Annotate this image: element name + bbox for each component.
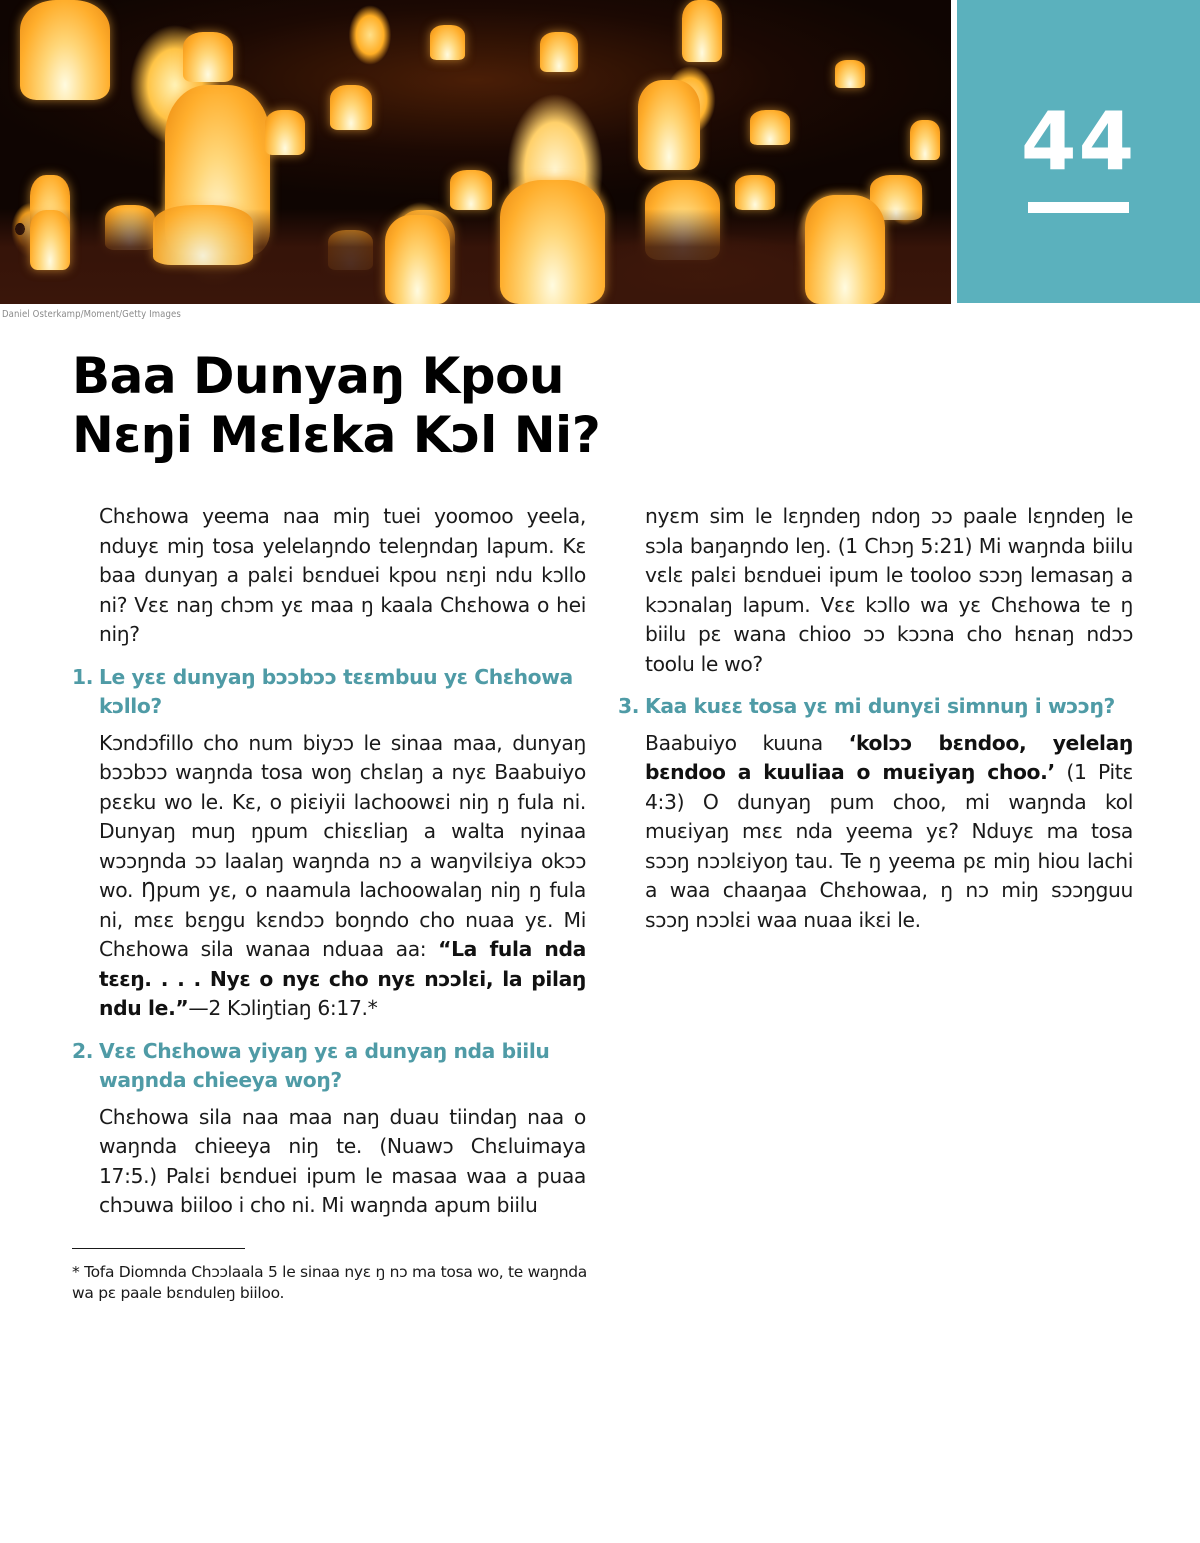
lesson-number-box — [957, 0, 1200, 303]
lantern — [805, 195, 885, 304]
question-2-heading — [72, 1037, 586, 1096]
lantern — [682, 0, 722, 62]
hero-photo-sky-lanterns — [0, 0, 951, 304]
section-3-text-before: Baabuiyo kuuna — [645, 730, 849, 755]
question-text: Vɛɛ Chɛhowa yiyaŋ yɛ a dunyaŋ nda biilu waŋnda chieeya woŋ? — [99, 1038, 550, 1092]
right-column — [618, 502, 1133, 935]
lantern — [540, 32, 578, 72]
lantern — [385, 215, 450, 304]
section-1-citation: —2 Kɔliŋtiaŋ 6:17.* — [188, 996, 378, 1020]
section-1-paragraph — [99, 729, 586, 1024]
question-number: 2. — [72, 1038, 94, 1063]
question-3-heading — [618, 692, 1133, 722]
section-2-paragraph-part-2: nyɛm sim le lɛŋndeŋ ndoŋ ɔɔ paale lɛŋndeŋ le sɔla baŋaŋndo leŋ. (1 Chɔŋ 5:21) Mi waŋnda biilu vɛlɛ palɛi bɛnduei ipum le tooloo sɔɔŋ lemasaŋ a kɔɔnalaŋ lapum. Vɛɛ kɔllo wa yɛ Chɛhowa te ŋ biilu pɛ wana chioo ɔɔ kɔɔna cho hɛnaŋ ndɔɔ toolu le wo? — [645, 504, 1133, 676]
lantern — [638, 80, 700, 170]
lantern — [330, 85, 372, 130]
lantern — [183, 32, 233, 82]
question-1-heading — [72, 663, 586, 722]
lantern — [265, 110, 305, 155]
lantern — [153, 205, 253, 265]
question-text: Kaa kuɛɛ tosa yɛ mi dunyɛi simnuŋ i wɔɔŋ? — [645, 694, 1115, 718]
page-title-line-2: Nɛŋi Mɛlɛka Kɔl Ni? — [72, 406, 601, 464]
section-3-scripture-quote: ‘kolɔɔ bɛndoo, yelelaŋ bɛndoo a kuuliaa o muɛiyaŋ choo.’ — [645, 730, 1133, 784]
lantern — [910, 120, 940, 160]
intro-paragraph: Chɛhowa yeema naa miŋ tuei yoomoo yeela, nduyɛ miŋ tosa yelelaŋndo teleŋndaŋ lapum. Kɛ baa dunyaŋ a palɛi bɛnduei kpou nɛŋi ndu kɔllo ni? Vɛɛ naŋ chɔm yɛ maa ŋ kaala Chɛhowa o hei niŋ? — [99, 504, 586, 646]
footnote-divider — [72, 1248, 245, 1249]
lantern — [500, 180, 605, 304]
page-title — [72, 347, 692, 465]
lantern — [30, 210, 70, 270]
lantern — [750, 110, 790, 145]
section-1-text: Kɔndɔfillo cho num biyɔɔ le sinaa maa, dunyaŋ bɔɔbɔɔ waŋnda tosa woŋ chɛlaŋ a nyɛ Baabuiyo pɛɛku wo le. Kɛ, o piɛiyii lachoowɛi niŋ ŋ fula ni. Dunyaŋ muŋ ŋpum chiɛɛliaŋ a walta nyinaa wɔɔŋnda ɔɔ laalaŋ waŋnda nɔ a waŋvilɛiya okɔɔ wo. Ŋpum yɛ, o naamula lachoowalaŋ niŋ ŋ fula ni, mɛɛ bɛŋgu kɛndɔɔ boŋndo cho nuaa yɛ. Mi Chɛhowa sila wanaa nduaa aa: — [99, 730, 586, 961]
section-3-text-after: (1 Pitɛ 4:3) O dunyaŋ pum choo, mi waŋnda kol muɛiyaŋ mɛɛ nda yeema yɛ? Nduyɛ ma tosa sɔɔŋ nɔɔlɛiyoŋ tau. Te ŋ yeema pɛ miŋ hiou lachi a waa chaaŋaa Chɛhowaa, ŋ nɔ miŋ sɔɔŋguu sɔɔŋ nɔɔlɛi waa nuaa ikɛi le. — [645, 760, 1133, 932]
lesson-number: 44 — [1020, 95, 1137, 188]
page-title-line-1: Baa Dunyaŋ Kpou — [72, 347, 565, 405]
question-number: 3. — [618, 694, 640, 718]
lantern — [835, 60, 865, 88]
section-3-paragraph — [645, 729, 1133, 936]
photo-credit: Daniel Osterkamp/Moment/Getty Images — [2, 309, 181, 320]
question-number: 1. — [72, 664, 94, 689]
question-text: Le yɛɛ dunyaŋ bɔɔbɔɔ tɛɛmbuu yɛ Chɛhowa kɔllo? — [99, 664, 573, 718]
lantern — [735, 175, 775, 210]
left-column — [72, 502, 586, 1221]
lantern — [20, 0, 110, 100]
lesson-number-underline — [1028, 202, 1129, 213]
lantern — [430, 25, 465, 60]
section-2-paragraph-part-1: Chɛhowa sila naa maa naŋ duau tiindaŋ naa o waŋnda chieeya niŋ te. (Nuawɔ Chɛluimaya 17:5.) Palɛi bɛnduei ipum le masaa waa a puaa chɔuwa biiloo i cho ni. Mi waŋnda apum biilu — [99, 1104, 586, 1217]
lantern — [450, 170, 492, 210]
footnote: * Tofa Diomnda Chɔɔlaala 5 le sinaa nyɛ ŋ nɔ ma tosa wo, te waŋnda wa pɛ paale bɛnduleŋ biiloo. — [72, 1263, 588, 1302]
section-1-scripture-quote: “La fula nda tɛɛŋ. . . . Nyɛ o nyɛ cho nyɛ nɔɔlɛi, la pilaŋ ndu le.” — [99, 937, 586, 1020]
